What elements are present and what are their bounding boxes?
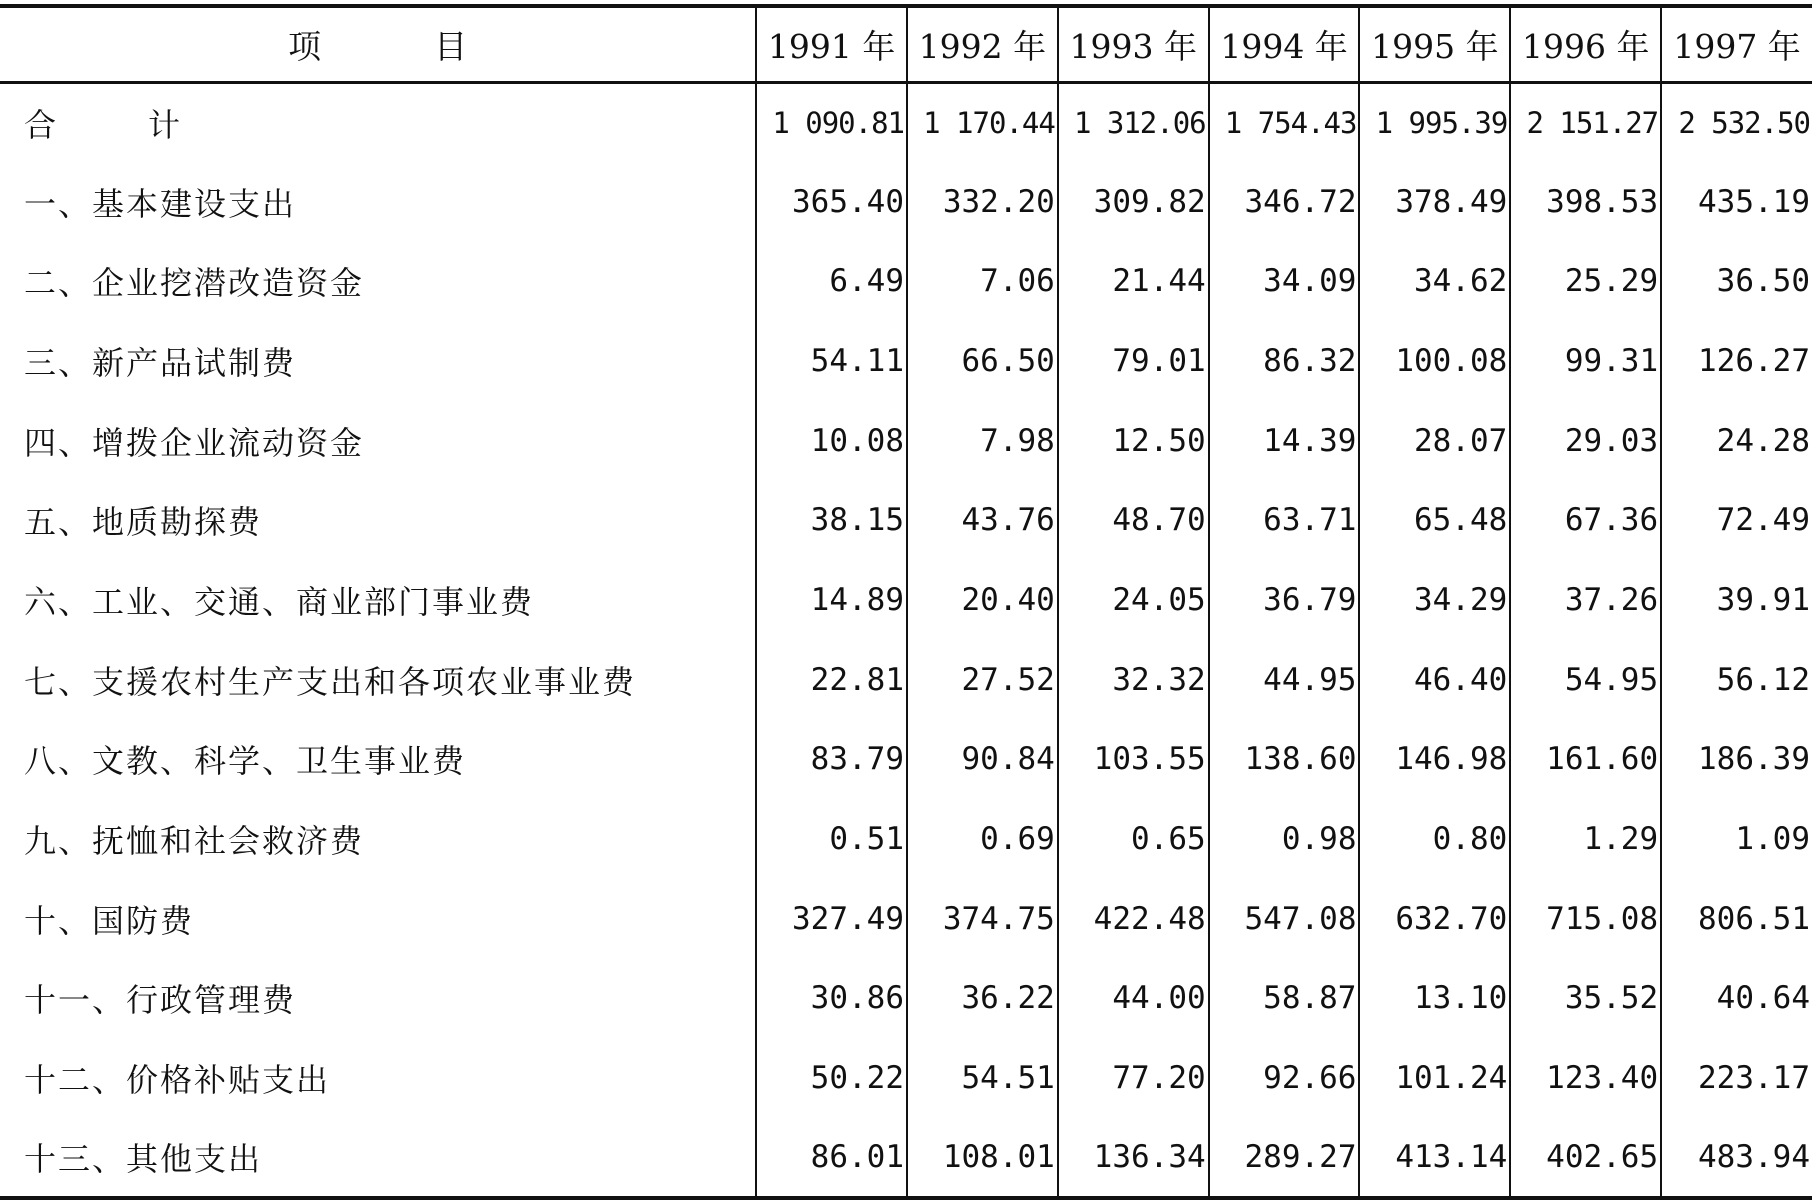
row-value-cell: 365.40: [756, 162, 907, 242]
row-value-cell: 22.81: [756, 640, 907, 720]
row-value-cell: 7.06: [907, 241, 1058, 321]
expenditure-table-container: [0, 4, 1812, 1200]
row-value-cell: 50.22: [756, 1038, 907, 1118]
row-value-cell: 27.52: [907, 640, 1058, 720]
row-value-cell: 0.65: [1058, 799, 1209, 879]
row-value-cell: 100.08: [1359, 321, 1510, 401]
row-item-label: 二、企业挖潜改造资金: [24, 264, 365, 303]
row-value-cell: 92.66: [1209, 1038, 1360, 1118]
row-value-cell: 161.60: [1510, 720, 1661, 800]
row-value-cell: 99.31: [1510, 321, 1661, 401]
row-value-cell: 309.82: [1058, 162, 1209, 242]
row-value-cell: 36.22: [907, 959, 1058, 1039]
row-value-cell: 66.50: [907, 321, 1058, 401]
row-value-cell: 101.24: [1359, 1038, 1510, 1118]
table-row: [0, 162, 1812, 242]
row-value-cell: 2 532.50: [1661, 82, 1812, 162]
table-row: [0, 640, 1812, 720]
row-value-cell: 46.40: [1359, 640, 1510, 720]
row-value-cell: 374.75: [907, 879, 1058, 959]
total-row: [0, 82, 1812, 162]
column-header-item: 项 目: [0, 6, 756, 82]
row-value-cell: 1 090.81: [756, 82, 907, 162]
row-value-cell: 72.49: [1661, 480, 1812, 560]
row-value-cell: 2 151.27: [1510, 82, 1661, 162]
row-value-cell: 126.27: [1661, 321, 1812, 401]
column-header-year: 1997 年: [1661, 6, 1812, 82]
column-header-year: 1993 年: [1058, 6, 1209, 82]
row-value-cell: 346.72: [1209, 162, 1360, 242]
row-value-cell: 327.49: [756, 879, 907, 959]
row-value-cell: 146.98: [1359, 720, 1510, 800]
row-value-cell: 715.08: [1510, 879, 1661, 959]
row-value-cell: 34.62: [1359, 241, 1510, 321]
table-row: [0, 1118, 1812, 1198]
row-value-cell: 37.26: [1510, 560, 1661, 640]
row-value-cell: 34.09: [1209, 241, 1360, 321]
row-value-cell: 86.32: [1209, 321, 1360, 401]
row-item-label: 三、新产品试制费: [24, 343, 297, 382]
row-value-cell: 186.39: [1661, 720, 1812, 800]
row-value-cell: 54.95: [1510, 640, 1661, 720]
row-value-cell: 36.79: [1209, 560, 1360, 640]
table-row: [0, 401, 1812, 481]
row-value-cell: 6.49: [756, 241, 907, 321]
row-value-cell: 32.32: [1058, 640, 1209, 720]
row-value-cell: 0.80: [1359, 799, 1510, 879]
row-item-label: 十一、行政管理费: [24, 981, 297, 1020]
row-value-cell: 56.12: [1661, 640, 1812, 720]
table-row: [0, 480, 1812, 560]
row-item-label: 五、地质勘探费: [24, 503, 263, 542]
row-item-label: 一、基本建设支出: [24, 184, 297, 223]
column-header-year: 1994 年: [1209, 6, 1360, 82]
table-row: [0, 799, 1812, 879]
table-body: [0, 82, 1812, 1198]
row-value-cell: 435.19: [1661, 162, 1812, 242]
expenditure-table: [0, 4, 1812, 1200]
row-value-cell: 38.15: [756, 480, 907, 560]
column-header-year: 1992 年: [907, 6, 1058, 82]
row-value-cell: 63.71: [1209, 480, 1360, 560]
row-item-label: 九、抚恤和社会救济费: [24, 822, 365, 861]
table-row: [0, 959, 1812, 1039]
table-row: [0, 879, 1812, 959]
row-value-cell: 54.11: [756, 321, 907, 401]
row-item-label: 十三、其他支出: [0, 1118, 756, 1198]
row-value-cell: 1.29: [1510, 799, 1661, 879]
row-value-cell: 65.48: [1359, 480, 1510, 560]
row-value-cell: 402.65: [1510, 1118, 1661, 1198]
row-item-label: 六、工业、交通、商业部门事业费: [24, 582, 535, 621]
row-value-cell: 103.55: [1058, 720, 1209, 800]
row-value-cell: 25.29: [1510, 241, 1661, 321]
row-value-cell: 13.10: [1359, 959, 1510, 1039]
row-value-cell: 413.14: [1359, 1118, 1510, 1198]
column-header-year: 1991 年: [756, 6, 907, 82]
column-header-year: 1996 年: [1510, 6, 1661, 82]
row-value-cell: 632.70: [1359, 879, 1510, 959]
row-value-cell: 29.03: [1510, 401, 1661, 481]
row-value-cell: 30.86: [756, 959, 907, 1039]
row-value-cell: 289.27: [1209, 1118, 1360, 1198]
row-item-label: 十、国防费: [24, 901, 195, 940]
row-value-cell: 28.07: [1359, 401, 1510, 481]
row-value-cell: 1 754.43: [1209, 82, 1360, 162]
row-value-cell: 422.48: [1058, 879, 1209, 959]
row-value-cell: 36.50: [1661, 241, 1812, 321]
row-value-cell: 483.94: [1661, 1118, 1812, 1198]
row-value-cell: 108.01: [907, 1118, 1058, 1198]
row-value-cell: 24.05: [1058, 560, 1209, 640]
row-value-cell: 547.08: [1209, 879, 1360, 959]
row-value-cell: 1 312.06: [1058, 82, 1209, 162]
row-value-cell: 21.44: [1058, 241, 1209, 321]
row-value-cell: 0.98: [1209, 799, 1360, 879]
row-value-cell: 0.51: [756, 799, 907, 879]
row-value-cell: 138.60: [1209, 720, 1360, 800]
row-value-cell: 123.40: [1510, 1038, 1661, 1118]
row-item-label: 四、增拨企业流动资金: [24, 423, 365, 462]
row-value-cell: 54.51: [907, 1038, 1058, 1118]
row-value-cell: 20.40: [907, 560, 1058, 640]
row-value-cell: 34.29: [1359, 560, 1510, 640]
row-value-cell: 1 995.39: [1359, 82, 1510, 162]
row-value-cell: 35.52: [1510, 959, 1661, 1039]
row-value-cell: 1 170.44: [907, 82, 1058, 162]
row-value-cell: 7.98: [907, 401, 1058, 481]
row-value-cell: 12.50: [1058, 401, 1209, 481]
row-value-cell: 806.51: [1661, 879, 1812, 959]
row-value-cell: 24.28: [1661, 401, 1812, 481]
row-value-cell: 44.00: [1058, 959, 1209, 1039]
row-item-label: 七、支援农村生产支出和各项农业事业费: [24, 662, 637, 701]
row-value-cell: 378.49: [1359, 162, 1510, 242]
row-value-cell: 14.89: [756, 560, 907, 640]
table-row: [0, 560, 1812, 640]
row-value-cell: 86.01: [756, 1118, 907, 1198]
row-value-cell: 10.08: [756, 401, 907, 481]
header-row: [0, 6, 1812, 82]
row-value-cell: 39.91: [1661, 560, 1812, 640]
table-row: [0, 241, 1812, 321]
table-row: [0, 321, 1812, 401]
table-row: [0, 720, 1812, 800]
row-value-cell: 332.20: [907, 162, 1058, 242]
row-value-cell: 0.69: [907, 799, 1058, 879]
row-value-cell: 14.39: [1209, 401, 1360, 481]
row-value-cell: 223.17: [1661, 1038, 1812, 1118]
row-value-cell: 90.84: [907, 720, 1058, 800]
row-value-cell: 44.95: [1209, 640, 1360, 720]
row-value-cell: 79.01: [1058, 321, 1209, 401]
total-label: 合 计: [24, 105, 211, 144]
row-value-cell: 43.76: [907, 480, 1058, 560]
column-header-year: 1995 年: [1359, 6, 1510, 82]
row-value-cell: 136.34: [1058, 1118, 1209, 1198]
row-item-label: 八、文教、科学、卫生事业费: [24, 742, 467, 781]
row-value-cell: 58.87: [1209, 959, 1360, 1039]
row-value-cell: 398.53: [1510, 162, 1661, 242]
table-row: [0, 1038, 1812, 1118]
row-value-cell: 67.36: [1510, 480, 1661, 560]
row-value-cell: 48.70: [1058, 480, 1209, 560]
row-value-cell: 1.09: [1661, 799, 1812, 879]
row-value-cell: 40.64: [1661, 959, 1812, 1039]
row-value-cell: 83.79: [756, 720, 907, 800]
row-item-label: 十二、价格补贴支出: [24, 1061, 331, 1100]
row-value-cell: 77.20: [1058, 1038, 1209, 1118]
